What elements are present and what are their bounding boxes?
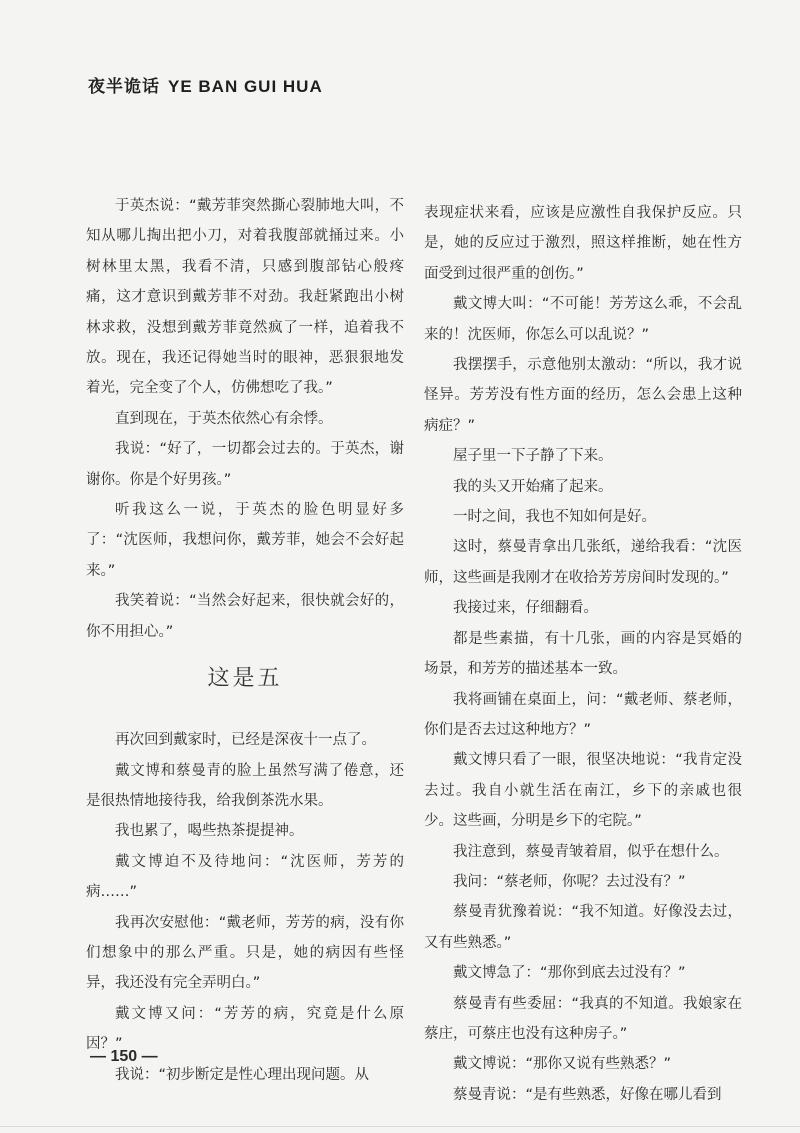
paragraph: 戴文博急了：“那你到底去过没有？” — [453, 965, 686, 982]
paragraph: 再次回到戴家时，已经是深夜十一点了。 — [115, 732, 376, 749]
paragraph: 我摆摆手，示意他别太激动：“所以，我才说怪异。芳芳没有性方面的经历，怎么会患上这种病症？” — [424, 357, 742, 434]
paragraph: 戴文博又问：“芳芳的病，究竟是什么原因？” — [86, 1005, 404, 1053]
paragraph: 蔡曼青说：“是有些熟悉，好像在哪儿看到 — [453, 1086, 722, 1103]
paragraph: 我再次安慰他：“戴老师，芳芳的病，没有你们想象中的那么严重。只是，她的病因有些怪异，我还没有完全弄明白。” — [86, 914, 404, 992]
paragraph: 我说：“初步断定是性心理出现问题。从 — [115, 1066, 370, 1083]
paragraph: 这时，蔡曼青拿出几张纸，递给我看：“沈医师，这些画是我刚才在收拾芳芳房间时发现的。” — [424, 539, 742, 586]
header-title-latin: YE BAN GUI HUA — [168, 77, 323, 96]
paragraph: 戴文博只看了一眼，很坚决地说：“我肯定没去过。我自小就生活在南江，乡下的亲戚也很少。这些画，分明是乡下的宅院。” — [424, 752, 742, 830]
paragraph: 一时之间，我也不知如何是好。 — [453, 509, 656, 526]
chapter-title: 这是五 — [207, 666, 283, 692]
header-title-chinese: 夜半诡话 — [88, 77, 160, 97]
paragraph: 我的头又开始痛了起来。 — [453, 478, 613, 495]
left-column — [86, 191, 404, 1090]
running-header — [88, 72, 323, 97]
paragraph: 屋子里一下子静了下来。 — [453, 448, 613, 465]
paragraph: 戴文博迫不及待地问：“沈医师，芳芳的病……” — [86, 853, 404, 901]
paragraph: 我笑着说：“当然会好起来，很快就会好的，你不用担心。” — [86, 593, 404, 640]
paragraph: 蔡曼青犹豫着说：“我不知道。好像没去过，又有些熟悉。” — [424, 904, 742, 951]
page-number: — 150 — — [90, 1048, 158, 1065]
paragraph: 听我这么一说，于英杰的脸色明显好多了：“沈医师，我想问你，戴芳菲，她会不会好起来。” — [86, 502, 404, 579]
paragraph: 我将画铺在桌面上，问：“戴老师、蔡老师，你们是否去过这种地方？” — [424, 691, 742, 738]
paragraph: 都是些素描，有十几张，画的内容是冥婚的场景，和芳芳的描述基本一致。 — [424, 630, 742, 678]
paragraph: 蔡曼青有些委屈：“我真的不知道。我娘家在蔡庄，可蔡庄也没有这种房子。” — [424, 995, 742, 1042]
paragraph: 我注意到，蔡曼青皱着眉，似乎在想什么。 — [453, 843, 729, 860]
paragraph: 我问：“蔡老师，你呢？去过没有？” — [453, 873, 686, 890]
paragraph-continued: 表现症状来看，应该是应激性自我保护反应。只是，她的反应过于激烈，照这样推断，她在性方面受到过很严重的创伤。” — [424, 205, 742, 282]
paragraph: 我接过来，仔细翻看。 — [453, 600, 598, 617]
paragraph: 直到现在，于英杰依然心有余悸。 — [115, 410, 333, 427]
paragraph: 我说：“好了，一切都会过去的。于英杰，谢谢你。你是个好男孩。” — [86, 441, 404, 488]
paragraph: 戴文博说：“那你又说有些熟悉？” — [453, 1056, 672, 1073]
paragraph: 戴文博大叫：“不可能！芳芳这么乖，不会乱来的！沈医师，你怎么可以乱说？” — [424, 296, 742, 343]
right-column — [424, 198, 742, 1110]
paragraph: 我也累了，喝些热茶提提神。 — [115, 823, 304, 840]
paragraph: 戴文博和蔡曼青的脸上虽然写满了倦意，还是很热情地接待我，给我倒茶洗水果。 — [86, 762, 404, 809]
paragraph: 于英杰说：“戴芳菲突然撕心裂肺地大叫，不知从哪儿掏出把小刀，对着我腹部就捅过来。小树林里太黑，我看不清，只感到腹部钻心般疼痛，这才意识到戴芳菲不对劲。我赶紧跑出小树林求救，没想到戴芳菲竟然疯了一样，追着我不放。现在，我还记得她当时的眼神，恶狠狠地发着光，完全变了个人，仿佛想吃了我。” — [86, 198, 404, 397]
page-edge-divider — [0, 1126, 800, 1127]
